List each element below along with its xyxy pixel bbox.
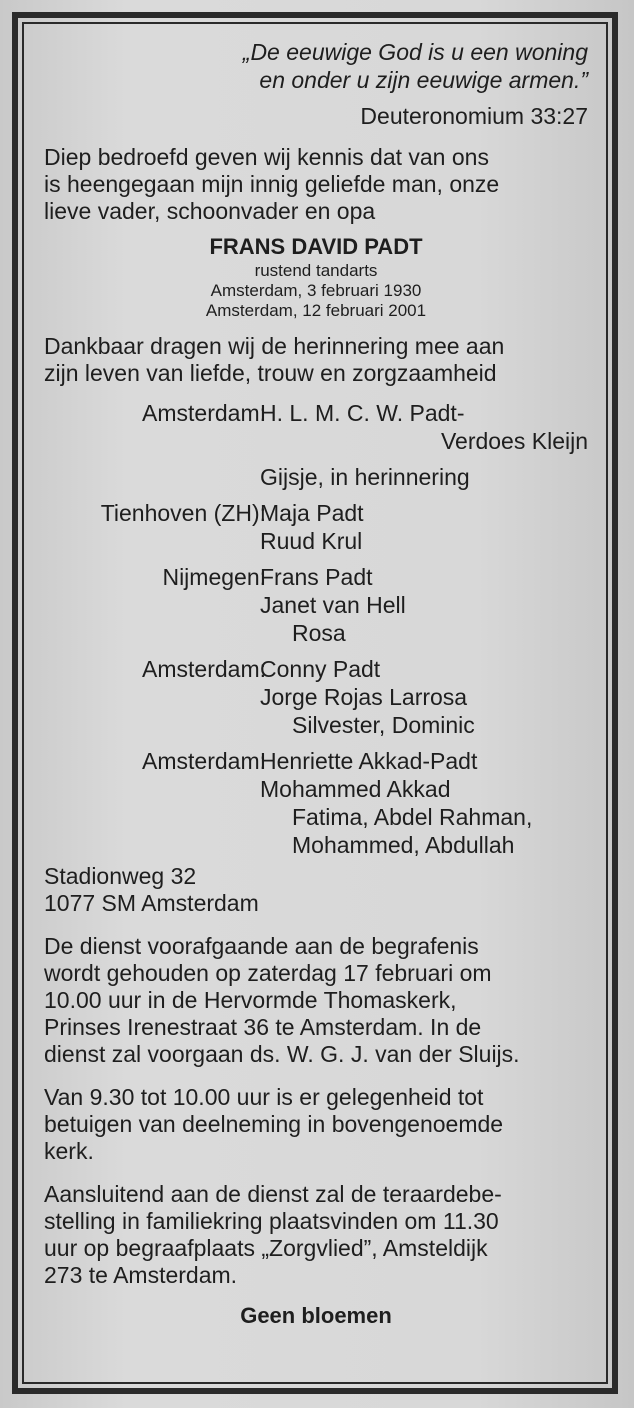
burial-line: stelling in familiekring plaatsvinden om 11.30 [44,1208,499,1234]
family-row [44,747,588,775]
family-row [44,399,588,427]
service-line: 10.00 uur in de Hervormde Thomaskerk, [44,987,457,1013]
announcement-intro [44,144,588,225]
gratitude-line: Dankbaar dragen wij de herinnering mee aan [44,333,505,359]
family-row [44,463,588,491]
bible-verse-line: en onder u zijn eeuwige armen.” [259,67,588,93]
family-row [44,591,588,619]
service-line: dienst zal voorgaan ds. W. G. J. van der Sluijs. [44,1041,520,1067]
family-row [44,655,588,683]
grandchild: Mohammed, Abdullah [292,832,515,858]
service-line: wordt gehouden op zaterdag 17 februari om [44,960,492,986]
deceased-name: FRANS DAVID PADT [209,234,423,259]
no-flowers-notice: Geen bloemen [240,1303,392,1328]
family-row [44,527,588,555]
condolence-info [44,1084,588,1165]
family-member: Conny Padt [260,656,381,682]
family-row [44,427,588,455]
family-member: Maja Padt [260,500,364,526]
obituary-notice [44,38,588,1329]
burial-line: Aansluitend aan de dienst zal de teraardebe- [44,1181,502,1207]
family-row [44,563,588,591]
family-place: Nijmegen: [162,564,266,590]
gratitude-line: zijn leven van liefde, trouw en zorgzaamheid [44,360,497,386]
family-place: Tienhoven (ZH): [100,500,266,526]
service-info [44,933,588,1068]
family-row [44,803,588,831]
birth-date: Amsterdam, 3 februari 1930 [210,281,422,300]
service-line: Prinses Irenestraat 36 te Amsterdam. In de [44,1014,482,1040]
burial-info [44,1181,588,1289]
death-date: Amsterdam, 12 februari 2001 [205,301,427,320]
service-line: De dienst voorafgaande aan de begrafenis [44,933,479,959]
home-address [44,863,588,917]
burial-line: uur op begraafplaats „Zorgvlied”, Amsteldijk [44,1235,488,1261]
family-member: Mohammed Akkad [260,776,451,802]
address-line: Stadionweg 32 [44,863,197,889]
family-member: Verdoes Kleijn [440,428,588,454]
family-row [44,499,588,527]
intro-line: is heengegaan mijn innig geliefde man, onze [44,171,500,197]
family-member: Ruud Krul [260,528,363,554]
family-member: Frans Padt [260,564,373,590]
family-row [44,831,588,859]
family-member: Henriette Akkad-Padt [260,748,478,774]
bible-verse-reference: Deuteronomium 33:27 [360,103,588,129]
family-list [44,399,588,859]
family-row [44,711,588,739]
family-member: Janet van Hell [260,592,406,618]
family-member: H. L. M. C. W. Padt- [260,400,465,426]
deceased-occupation: rustend tandarts [254,261,378,280]
condolence-line: betuigen van deelneming in bovengenoemde [44,1111,504,1137]
family-row [44,775,588,803]
family-member-memory: Gijsje, in herinnering [260,464,470,490]
condolence-line: Van 9.30 tot 10.00 uur is er gelegenheid tot [44,1084,484,1110]
family-row [44,619,588,647]
family-place: Amsterdam: [142,400,266,426]
family-row [44,683,588,711]
condolence-line: kerk. [44,1138,94,1164]
grandchild: Fatima, Abdel Rahman, [292,804,533,830]
family-member: Jorge Rojas Larrosa [260,684,468,710]
address-line: 1077 SM Amsterdam [44,890,259,916]
burial-line: 273 te Amsterdam. [44,1262,238,1288]
gratitude-text [44,333,588,387]
grandchild: Rosa [292,620,346,646]
intro-line: lieve vader, schoonvader en opa [44,198,376,224]
intro-line: Diep bedroefd geven wij kennis dat van ons [44,144,489,170]
bible-verse-line: „De eeuwige God is u een woning [242,39,588,65]
grandchild: Silvester, Dominic [292,712,475,738]
family-place: Amsterdam: [142,748,266,774]
family-place: Amsterdam: [142,656,266,682]
